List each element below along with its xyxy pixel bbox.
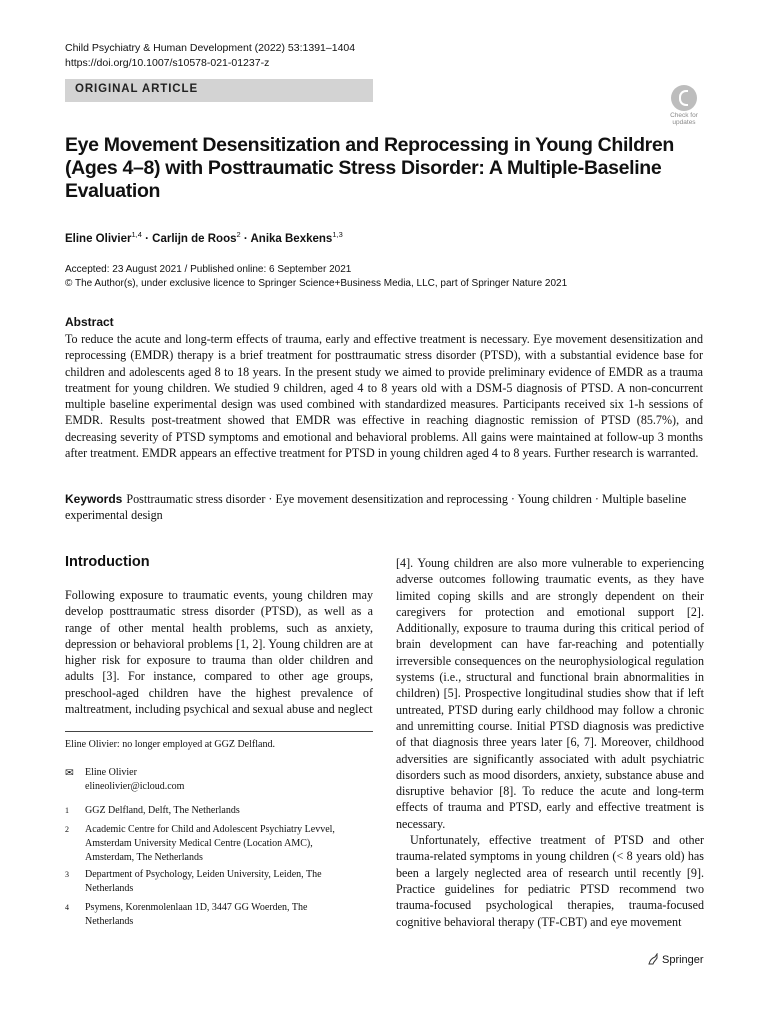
author-separator: · [141,232,153,245]
corresponding-author-name: Eline Olivier [85,767,137,778]
affiliation-text: Psymens, Korenmolenlaan 1D, 3447 GG Woerden, The Netherlands [85,902,308,927]
article-type-label: ORIGINAL ARTICLE [75,83,199,95]
corresponding-author-email[interactable]: elineolivier@icloud.com [85,780,185,792]
affiliation-text: Department of Psychology, Leiden University, Leiden, The Netherlands [85,869,322,894]
author-footnote: Eline Olivier: no longer employed at GGZ Delfland. [65,739,275,750]
author-list [65,227,343,247]
author-name[interactable]: Eline Olivier [65,232,132,245]
author-affiliation-marker: 1,3 [332,230,343,239]
author-separator: · [240,232,251,245]
affiliation-text: Academic Centre for Child and Adolescent Psychiatry Levvel, Amsterdam University Medical Centre (Location AMC), Amsterdam, The Netherlands [85,824,335,863]
publisher-name: Springer [662,954,704,966]
check-updates-label: Check for updates [670,112,698,126]
affiliation-text: GGZ Delfland, Delft, The Netherlands [85,805,240,816]
affiliation-number: 1 [65,806,69,815]
doi-link[interactable]: https://doi.org/10.1007/s10578-021-01237-z [65,57,270,69]
keywords [65,491,705,524]
intro-paragraph: Unfortunately, effective treatment of PTSD and other trauma-related symptoms in young children (< 8 years old) has been a largely neglected area of research until recently [9]. Practice guidelines for pediatric PTSD recommend two trauma-focused psychological therapies, trauma-focused cognitive behavioral therapy (TF-CBT) and eye movement [396,833,704,929]
author-affiliation-marker: 1,4 [131,230,142,239]
footnote-divider [65,731,373,732]
intro-paragraph: [4]. Young children are also more vulnerable to experiencing adverse outcomes following traumatic events, as they have limited coping skills and are strongly dependent on their caregivers for protection and emotional support [2]. Additionally, exposure to trauma during this critical period of brain development can have far-reaching and potentially irreversible consequences on the neurophysiological regulation systems (i.e., structural and functional brain abnormalities in children) [5]. Prospective longitudinal studies show that if left untreated, PTSD during early childhood may follow a chronic and unremitting course. Initial PTSD diagnosis was predictive of that diagnosis three years later [6, 7]. Moreover, childhood adversities are significantly associated with adult psychiatric disorders such as mood disorders, anxiety, substance abuse and disruptive behavior [8]. To reduce the acute and long-term effects of trauma and PTSD, early and effective treatment is necessary. [396,556,704,831]
intro-paragraph: Following exposure to traumatic events, young children may develop posttraumatic stress disorder (PTSD), as well as a range of other mental health problems, such as anxiety, depression or behavioral problems [1, 2]. Young children are at higher risk for exposure to trauma than older children and adults [3]. For instance, compared to other age groups, preschool-aged children have the highest prevalence of maltreatment, including psychical and sexual abuse and neglect [65,588,373,717]
author-name[interactable]: Anika Bexkens [250,232,333,245]
check-for-updates-badge[interactable] [664,85,704,125]
section-heading-introduction: Introduction [65,554,150,570]
abstract-text: To reduce the acute and long-term effects of trauma, early and effective treatment is necessary. Eye movement desensitization and reprocessing (EMDR) therapy is a brief treatment for posttraumatic stress disorder (PTSD), with a substantial evidence base for children and adolescents aged 8 to 18 years. In the present study we aimed to provide preliminary evidence of EMDR as a trauma treatment for young children. We studied 9 children, aged 4 to 8 years old with a DSM-5 diagnosis of PTSD. A non-concurrent multiple baseline experimental design was used combined with standardized measures. Participants received six 1-h sessions of EMDR. Results post-treatment showed that EMDR was effective in reaching diagnostic remission of PTSD (85.7%), and decreasing severity of PTSD symptoms and emotional and behavioral problems. All gains were maintained at follow-up 3 months after treatment. EMDR appears an effective treatment for PTSD in young children aged 4 to 8 years. Further research is warranted. [65,332,703,461]
journal-citation: Child Psychiatry & Human Development (2022) 53:1391–1404 [65,42,356,54]
abstract-heading: Abstract [65,315,114,329]
author-affiliation-marker: 2 [236,230,241,239]
keywords-text: Posttraumatic stress disorder · Eye movement desensitization and reprocessing · Young children · Multiple baseline experimental design [65,492,687,523]
check-updates-icon [671,85,697,111]
keywords-label: Keywords [65,492,123,506]
affiliation-number: 4 [65,903,69,912]
author-name[interactable]: Carlijn de Roos [152,232,237,245]
intro-left-column [65,587,373,717]
publication-dates: Accepted: 23 August 2021 / Published online: 6 September 2021 [65,264,352,275]
envelope-icon: ✉ [65,768,74,779]
publisher-logo [647,953,704,966]
article-title: Eye Movement Desensitization and Reprocessing in Young Children (Ages 4–8) with Posttraumatic Stress Disorder: A Multiple-Baseline Evaluation [65,134,674,202]
springer-horse-icon [647,953,659,965]
affiliation-number: 3 [65,870,69,879]
copyright-notice: © The Author(s), under exclusive licence to Springer Science+Business Media, LLC, part of Springer Nature 2021 [65,278,568,289]
intro-right-column [396,555,704,930]
affiliation-number: 2 [65,825,69,834]
article-type-banner [65,79,373,102]
